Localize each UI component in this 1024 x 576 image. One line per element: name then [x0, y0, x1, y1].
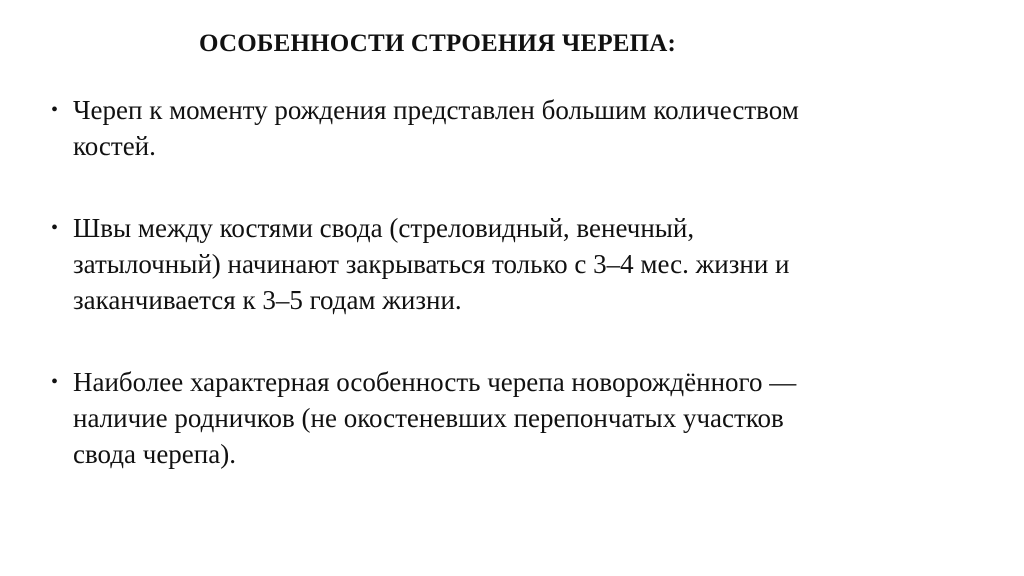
- bullet-text: [73, 92, 980, 164]
- bullet-line: наличие родничков (не окостеневших перепончатых участков: [73, 403, 784, 433]
- bullet-line: заканчивается к 3–5 годам жизни.: [73, 285, 462, 315]
- bullet-dot-icon: •: [51, 99, 59, 121]
- bullet-item: [50, 92, 980, 164]
- bullet-line: Наиболее характерная особенность черепа новорождённого —: [73, 367, 797, 397]
- slide-title: ОСОБЕННОСТИ СТРОЕНИЯ ЧЕРЕПА:: [199, 30, 677, 57]
- bullet-line: Швы между костями свода (стреловидный, венечный,: [73, 213, 695, 243]
- bullet-line: затылочный) начинают закрываться только с 3–4 мес. жизни и: [73, 249, 790, 279]
- bullet-line: костей.: [73, 131, 156, 161]
- bullet-line: Череп к моменту рождения представлен большим количеством: [73, 95, 799, 125]
- bullet-item: [50, 210, 980, 318]
- bullet-text: [73, 364, 980, 472]
- bullet-list: [50, 92, 980, 472]
- bullet-line: свода черепа).: [73, 439, 236, 469]
- bullet-text: [73, 210, 980, 318]
- bullet-dot-icon: •: [51, 371, 59, 393]
- bullet-dot-icon: •: [51, 217, 59, 239]
- bullet-item: [50, 364, 980, 472]
